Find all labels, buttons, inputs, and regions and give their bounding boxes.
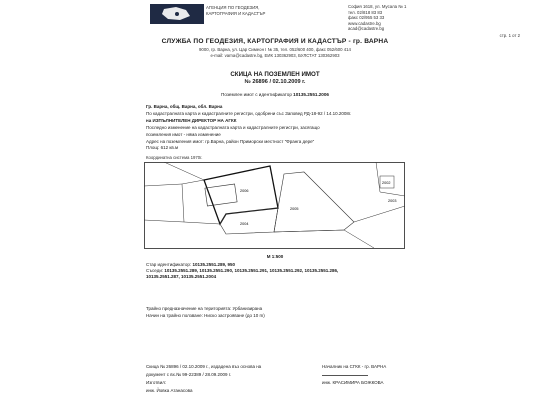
agency-contacts bbox=[348, 4, 406, 32]
neighbors-label: Съседи: bbox=[146, 268, 164, 274]
prepared-by-name: инж. Йовка Атанасова bbox=[146, 388, 193, 393]
agency-logo-graphic bbox=[150, 4, 204, 24]
agency-logo bbox=[150, 4, 204, 24]
parcel-label-2004: 2004 bbox=[240, 222, 249, 226]
neighbors-value: 10135.2551.289, 10135.2551.290, 10135.2551.291, 10135.2551.292, 10135.2551.286, bbox=[164, 268, 339, 274]
info-line: Площ: 612 кв.м bbox=[146, 145, 179, 151]
parcel-label-2002: 2002 bbox=[382, 181, 391, 185]
property-identifier-line bbox=[0, 92, 550, 97]
document-number: № 26896 / 02.10.2009 г. bbox=[244, 79, 306, 85]
identifiers-block bbox=[146, 262, 338, 281]
cadastral-map bbox=[144, 162, 405, 249]
parcel-label-2005: 2005 bbox=[290, 207, 299, 211]
info-line: Последно изменение на кадастралната карта и кадастралните регистри, засягащо bbox=[146, 124, 320, 130]
info-line: Гр. Варна, общ. Варна, обл. Варна bbox=[146, 104, 223, 109]
identifier-value: 10135.2551.2006 bbox=[293, 92, 329, 97]
chief-name: инж. КРАСИМИРА БОЖКОВА bbox=[322, 380, 384, 385]
document-title: СКИЦА НА ПОЗЕМЛЕН ИМОТ bbox=[230, 71, 320, 78]
info-line: Адрес на поземления имот: гр.Варна, район Приморски местност "Франга дере" bbox=[146, 138, 315, 144]
contact-line: факс 02/955 53 33 bbox=[348, 15, 385, 21]
coordinate-system-label: Координатна система 1970г. bbox=[146, 155, 203, 160]
info-line: на ИЗПЪЛНИТЕЛЕН ДИРЕКТОР НА АГКК bbox=[146, 117, 237, 123]
agency-name bbox=[206, 5, 265, 17]
map-border bbox=[145, 163, 405, 249]
identifier-prefix: Поземлен имот с идентификатор bbox=[221, 92, 292, 97]
info-line: поземления имот - няма изменение bbox=[146, 131, 221, 137]
issuance-block bbox=[146, 363, 261, 395]
agency-line: АГЕНЦИЯ ПО ГЕОДЕЗИЯ, bbox=[206, 5, 260, 10]
chief-title: Началник на СГКК - гр. ВАРНА bbox=[322, 364, 387, 369]
chief-signature-block bbox=[322, 363, 386, 387]
neighbors-value-continued: 10135.2551.287, 10135.2551.2004 bbox=[146, 274, 217, 280]
contact-line: тел. 02/818 83 83 bbox=[348, 9, 383, 15]
signature-underline bbox=[322, 371, 368, 376]
issuance-line: Скица № 26896 / 02.10.2009 г., издадена въз основа на bbox=[146, 364, 262, 369]
old-identifier-label: Стар идентификатор: bbox=[146, 262, 192, 267]
land-use-line: Начин на трайно ползване: Ниско застрояване (до 10 m) bbox=[146, 313, 265, 319]
parcel-label-2003: 2003 bbox=[388, 199, 397, 203]
service-address: 9000, гр. Варна, ул. Цар Симеон I № 35, тел. 052/600 400, факс 052/600 414 bbox=[199, 47, 351, 52]
info-line: По кадастралната карта и кадастралните регистри, одобрени със Заповед РД-18-92 / 14.10.2008г. bbox=[146, 110, 352, 116]
contact-line: acad@cadastre.bg bbox=[348, 26, 385, 32]
property-info bbox=[146, 104, 351, 152]
contact-line: София 1618, ул. Мусала № 1 bbox=[348, 4, 407, 9]
agency-line: КАРТОГРАФИЯ И КАДАСТЪР bbox=[206, 11, 266, 16]
parcel-label-2006: 2006 bbox=[240, 189, 249, 193]
issuance-line: документ с вх.№ 99-22389 / 28.09.2009 г. bbox=[146, 372, 232, 377]
service-email: e-mail: varna@cadastre.bg, ЕИК 130362903, БУЛСТАТ 130362903 bbox=[210, 53, 340, 58]
land-use-line: Трайно предназначение на територията: Урбанизирана bbox=[146, 306, 263, 311]
map-scale: М 1:500 bbox=[266, 254, 284, 259]
prepared-by-label: Изготвил: bbox=[146, 380, 167, 385]
service-title: СЛУЖБА ПО ГЕОДЕЗИЯ, КАРТОГРАФИЯ И КАДАСТЪР - гр. ВАРНА bbox=[161, 38, 389, 45]
old-identifier-value: 10135.2551.289, 950 bbox=[192, 262, 235, 267]
land-use-block bbox=[146, 305, 265, 320]
signature-line bbox=[322, 371, 386, 379]
contact-line: www.cadastre.bg bbox=[348, 20, 381, 26]
page-number: стр. 1 от 2 bbox=[499, 33, 520, 38]
